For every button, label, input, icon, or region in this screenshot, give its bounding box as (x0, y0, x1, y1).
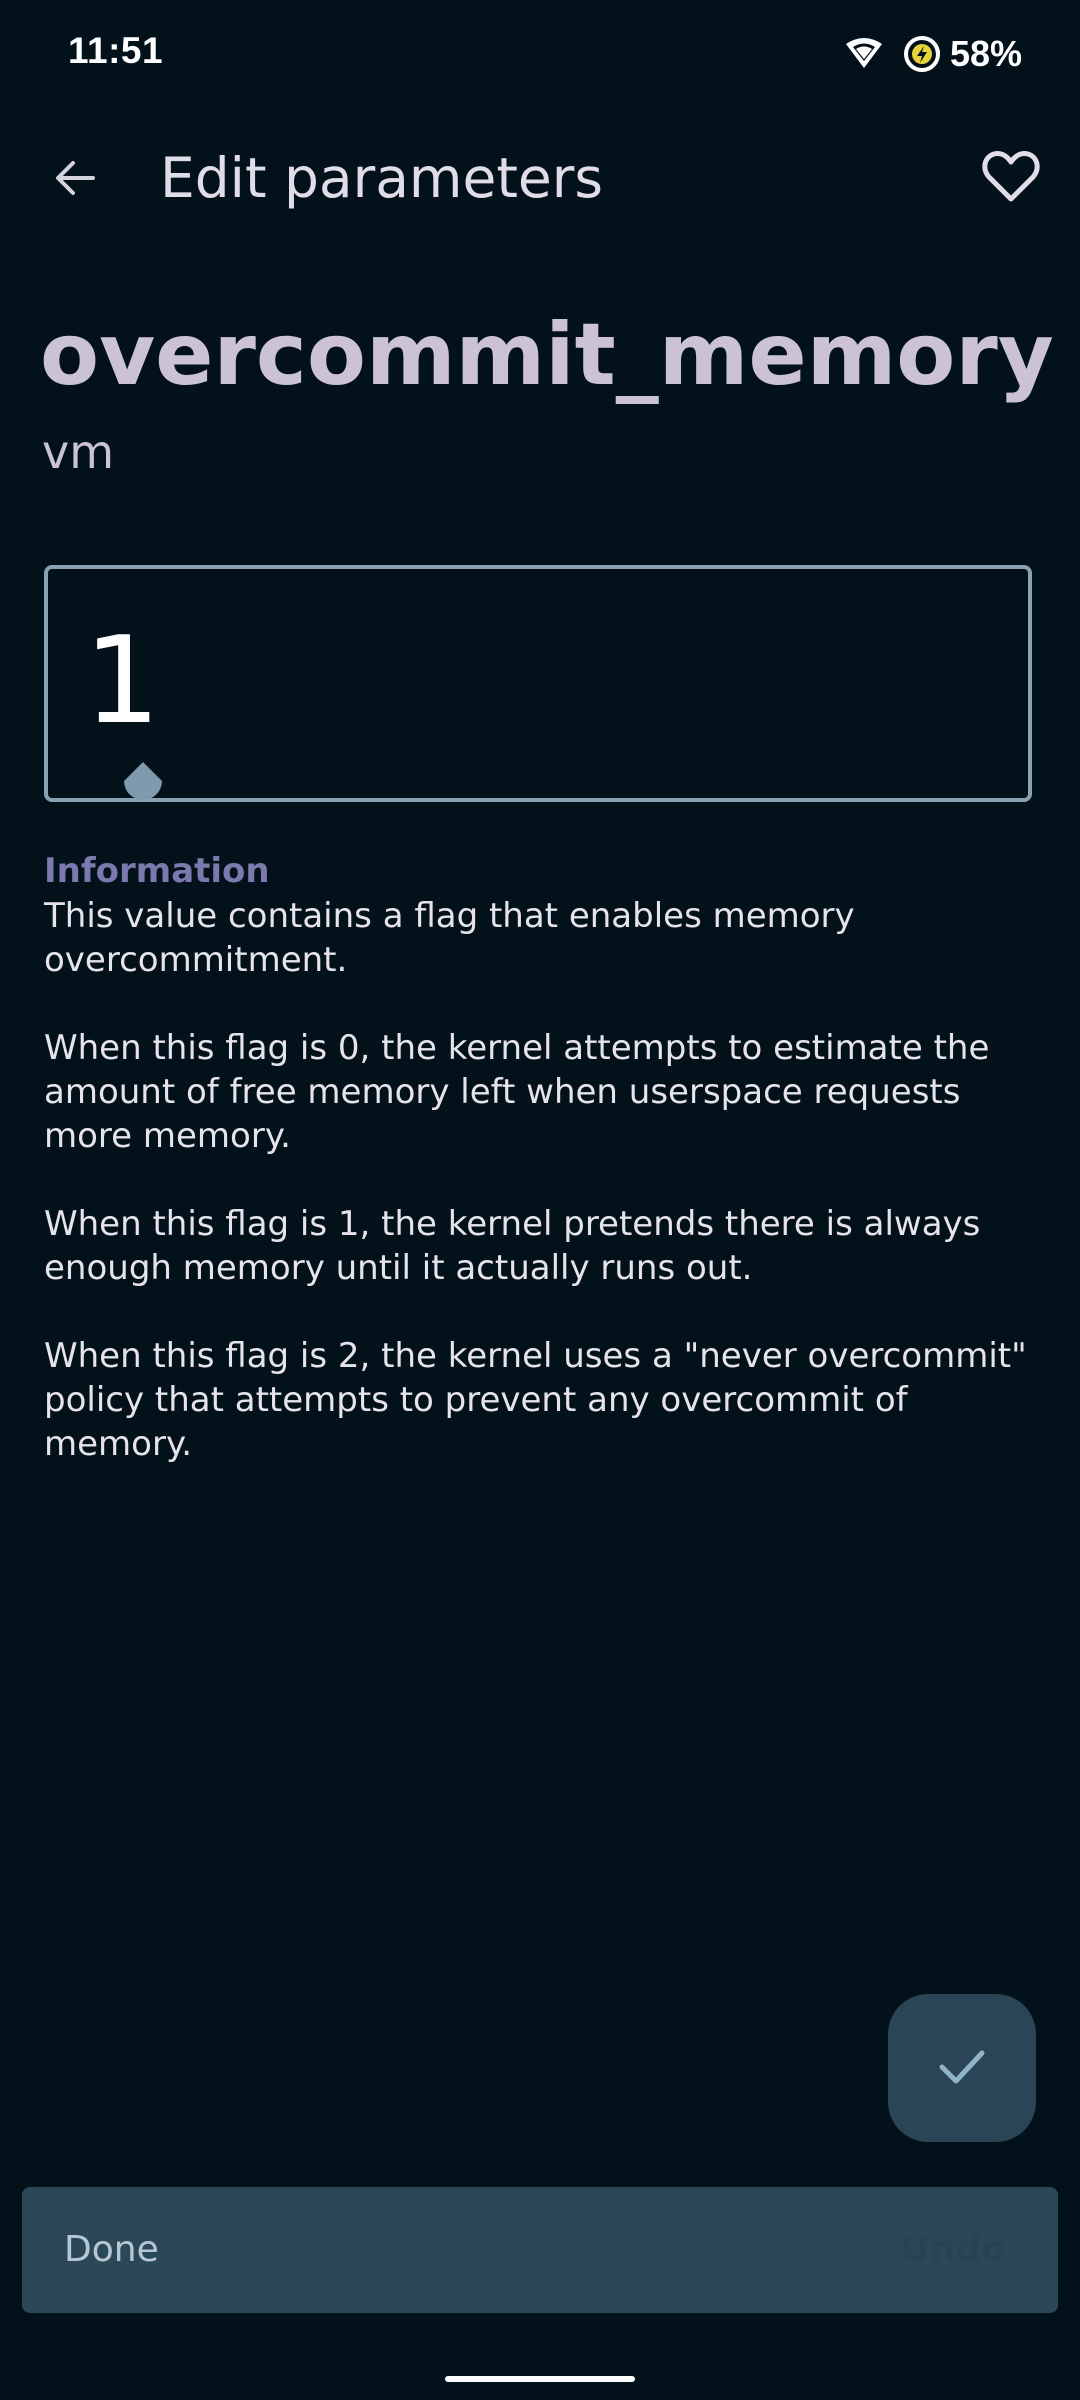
info-paragraph: When this flag is 0, the kernel attempts to estimate the amount of free memory left when userspace requests more memory. (44, 1028, 990, 1156)
arrow-back-icon (51, 154, 99, 206)
info-paragraph: When this flag is 2, the kernel uses a "never overcommit" policy that attempts to prevent any overcommit of memory. (44, 1336, 1027, 1464)
parameter-group: vm (42, 425, 115, 479)
back-button[interactable] (40, 145, 110, 215)
page-title: Edit parameters (160, 146, 604, 210)
check-icon (936, 2040, 988, 2096)
value-input-field[interactable] (44, 565, 1032, 802)
apply-button[interactable] (888, 1994, 1036, 2142)
text-cursor-handle[interactable] (116, 762, 170, 816)
wifi-icon (844, 34, 884, 74)
undo-button[interactable]: Undo (900, 2229, 1006, 2270)
heart-outline-icon (981, 147, 1041, 211)
info-paragraph: This value contains a flag that enables memory overcommitment. (44, 896, 855, 980)
battery-saver-icon (902, 34, 942, 74)
status-bar (0, 0, 1080, 110)
snackbar-message: Done (64, 2229, 159, 2270)
info-paragraph: When this flag is 1, the kernel pretends there is always enough memory until it actually runs out. (44, 1204, 981, 1288)
value-input-text[interactable]: 1 (84, 612, 161, 751)
parameter-name: overcommit_memory (40, 305, 1054, 405)
status-time: 11:51 (68, 30, 164, 71)
battery-percentage: 58% (949, 33, 1022, 74)
app-bar (0, 120, 1080, 230)
information-text (44, 894, 1044, 1510)
snackbar (22, 2187, 1058, 2313)
information-label: Information (44, 851, 270, 891)
gesture-navigation-bar[interactable] (445, 2376, 635, 2382)
favorite-button[interactable] (974, 142, 1048, 216)
status-icons (844, 30, 1022, 78)
